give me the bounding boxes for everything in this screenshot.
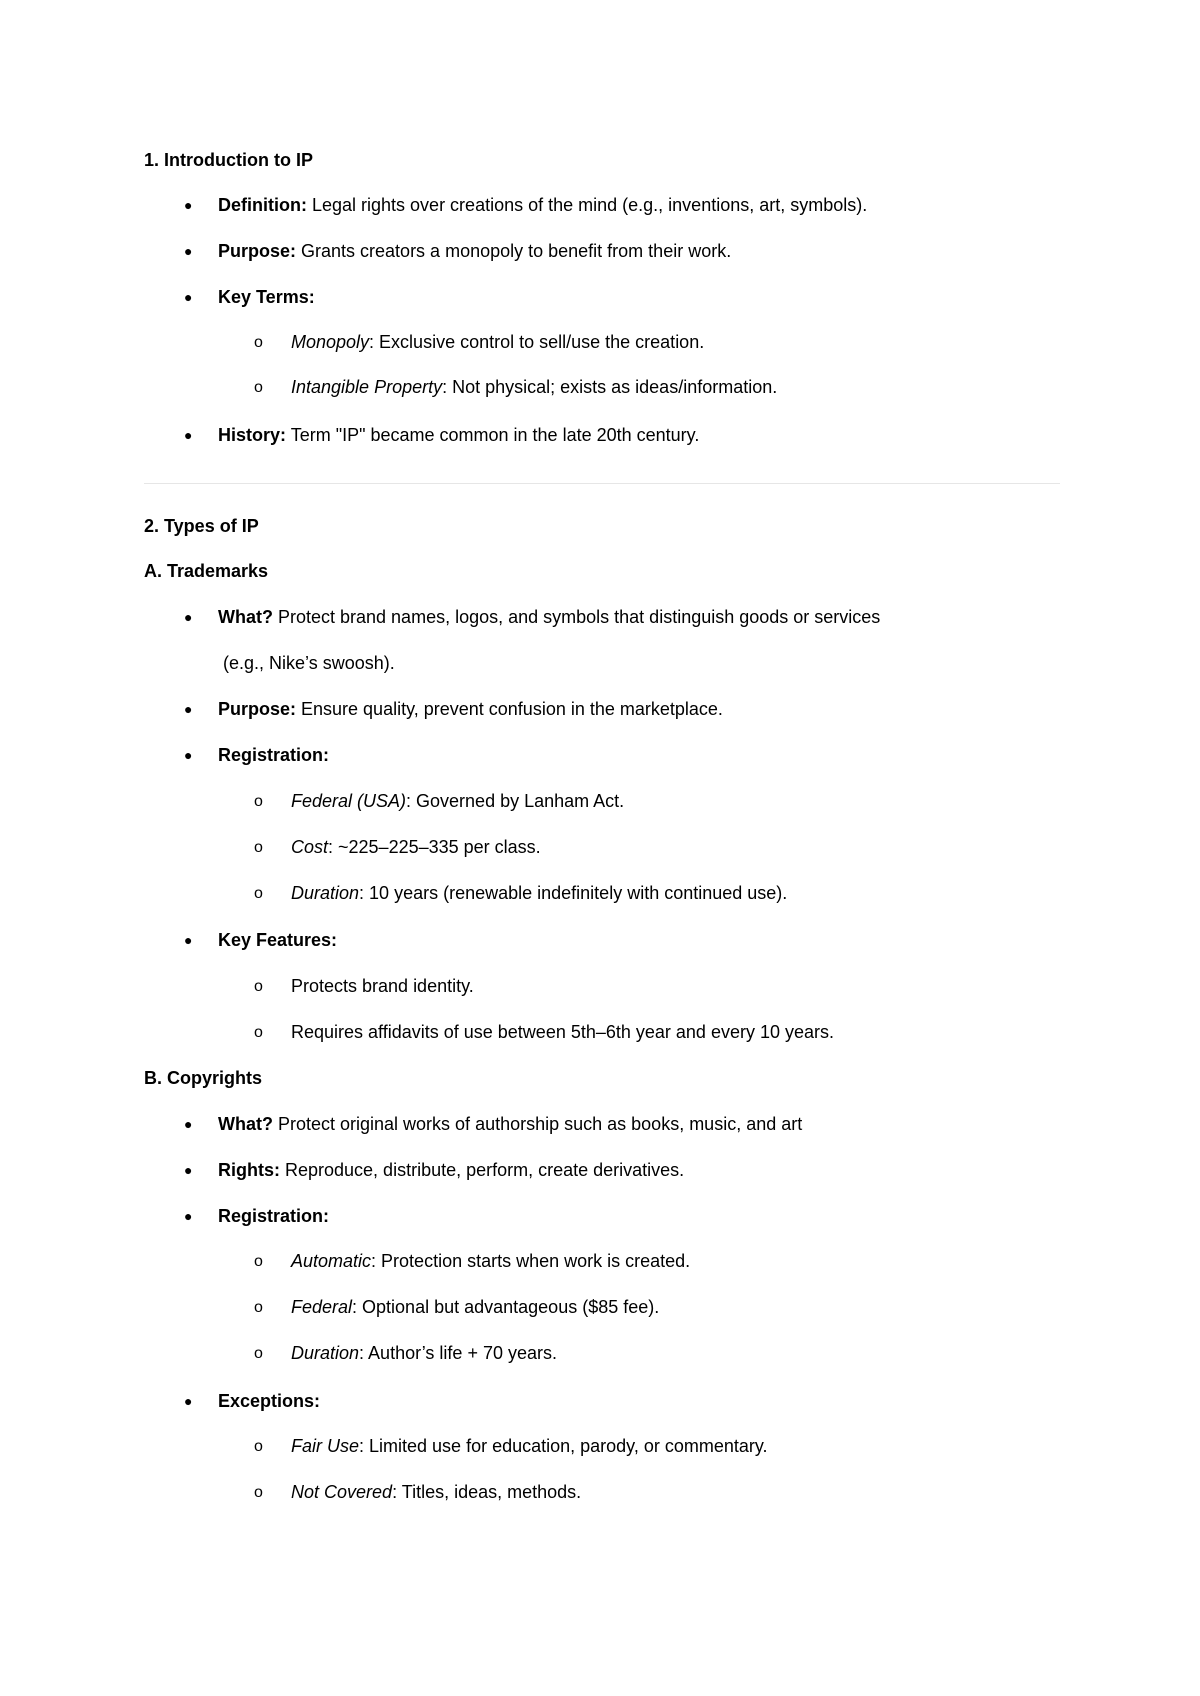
sub-bullet-icon: o	[254, 379, 263, 396]
bullet-icon: ●	[184, 243, 193, 259]
term-label: Cost	[291, 837, 329, 857]
sub-bullet-icon: o	[254, 1484, 263, 1501]
copyrights-exceptions-item	[218, 1389, 320, 1413]
copyrights-heading: B. Copyrights	[144, 1068, 263, 1088]
registration-label: Registration:	[218, 1206, 330, 1226]
key-terms-label: Key Terms:	[218, 287, 315, 307]
history-text: Term "IP" became common in the late 20th century.	[286, 425, 700, 445]
sub-bullet-icon: o	[254, 885, 263, 902]
term-label: Automatic	[291, 1251, 372, 1271]
bullet-icon: ●	[184, 1393, 193, 1409]
term-text: : Protection starts when work is created.	[371, 1251, 691, 1271]
section-divider	[144, 483, 1060, 484]
sub-bullet-icon: o	[254, 334, 263, 351]
term-text: : Titles, ideas, methods.	[392, 1482, 582, 1502]
sub-bullet-icon: o	[254, 1438, 263, 1455]
trademark-cost	[291, 835, 541, 859]
what-label: What?	[218, 607, 273, 627]
definition-item	[218, 193, 867, 217]
bullet-icon: ●	[184, 701, 193, 717]
copyright-automatic	[291, 1249, 690, 1273]
purpose-label: Purpose:	[218, 699, 297, 719]
copyrights-rights-item	[218, 1158, 684, 1182]
what-text: Protect original works of authorship such as books, music, and art	[272, 1114, 803, 1134]
term-text: : ~225–225–335 per class.	[328, 837, 541, 857]
term-label: Federal	[291, 1297, 353, 1317]
copyrights-registration-item	[218, 1204, 329, 1228]
term-label: Fair Use	[291, 1436, 360, 1456]
copyrights-what-item	[218, 1112, 802, 1136]
key-feature-item: Protects brand identity.	[291, 976, 474, 996]
what-text: Protect brand names, logos, and symbols that distinguish goods or services	[272, 607, 881, 627]
bullet-icon: ●	[184, 747, 193, 763]
bullet-icon: ●	[184, 609, 193, 625]
copyright-federal	[291, 1295, 659, 1319]
term-text: : 10 years (renewable indefinitely with continued use).	[359, 883, 788, 903]
term-label: Intangible Property	[291, 377, 443, 397]
registration-label: Registration:	[218, 745, 330, 765]
definition-label: Definition:	[218, 195, 307, 215]
sub-bullet-icon: o	[254, 1345, 263, 1362]
sub-bullet-icon: o	[254, 1024, 263, 1041]
section-2-heading: 2. Types of IP	[144, 516, 259, 536]
term-text: : Optional but advantageous ($85 fee).	[352, 1297, 660, 1317]
rights-text: Reproduce, distribute, perform, create derivatives.	[280, 1160, 685, 1180]
history-item	[218, 423, 699, 447]
copyright-duration	[291, 1341, 557, 1365]
term-text: : Not physical; exists as ideas/information.	[442, 377, 778, 397]
trademarks-what-continuation: (e.g., Nike’s swoosh).	[223, 653, 395, 673]
section-1-heading: 1. Introduction to IP	[144, 150, 313, 170]
term-label: Federal (USA)	[291, 791, 407, 811]
key-features-label: Key Features:	[218, 930, 338, 950]
purpose-text: Grants creators a monopoly to benefit from their work.	[296, 241, 732, 261]
sub-bullet-icon: o	[254, 1253, 263, 1270]
purpose-item	[218, 239, 731, 263]
trademark-duration	[291, 881, 787, 905]
bullet-icon: ●	[184, 1116, 193, 1132]
sub-bullet-icon: o	[254, 1299, 263, 1316]
bullet-icon: ●	[184, 1162, 193, 1178]
key-feature-item: Requires affidavits of use between 5th–6th year and every 10 years.	[291, 1022, 834, 1042]
bullet-icon: ●	[184, 427, 193, 443]
term-text: : Exclusive control to sell/use the creation.	[369, 332, 705, 352]
sub-bullet-icon: o	[254, 793, 263, 810]
term-label: Not Covered	[291, 1482, 393, 1502]
key-term-monopoly	[291, 330, 704, 354]
trademarks-purpose-item	[218, 697, 723, 721]
bullet-icon: ●	[184, 289, 193, 305]
term-label: Duration	[291, 883, 360, 903]
trademark-federal	[291, 789, 624, 813]
definition-text: Legal rights over creations of the mind (e.g., inventions, art, symbols).	[306, 195, 868, 215]
sub-bullet-icon: o	[254, 839, 263, 856]
key-term-intangible	[291, 375, 777, 399]
rights-label: Rights:	[218, 1160, 280, 1180]
exception-fair-use	[291, 1434, 768, 1458]
term-text: : Author’s life + 70 years.	[359, 1343, 557, 1363]
purpose-label: Purpose:	[218, 241, 297, 261]
term-text: : Limited use for education, parody, or commentary.	[359, 1436, 768, 1456]
trademarks-what-item	[218, 605, 880, 629]
term-text: : Governed by Lanham Act.	[406, 791, 625, 811]
bullet-icon: ●	[184, 1208, 193, 1224]
bullet-icon: ●	[184, 932, 193, 948]
trademarks-heading: A. Trademarks	[144, 561, 269, 581]
key-terms-item	[218, 285, 315, 309]
trademarks-registration-item	[218, 743, 329, 767]
purpose-text: Ensure quality, prevent confusion in the marketplace.	[296, 699, 723, 719]
exceptions-label: Exceptions:	[218, 1391, 321, 1411]
term-label: Duration	[291, 1343, 360, 1363]
trademarks-key-features-item	[218, 928, 337, 952]
what-label: What?	[218, 1114, 273, 1134]
term-label: Monopoly	[291, 332, 370, 352]
exception-not-covered	[291, 1480, 581, 1504]
sub-bullet-icon: o	[254, 978, 263, 995]
history-label: History:	[218, 425, 287, 445]
bullet-icon: ●	[184, 197, 193, 213]
